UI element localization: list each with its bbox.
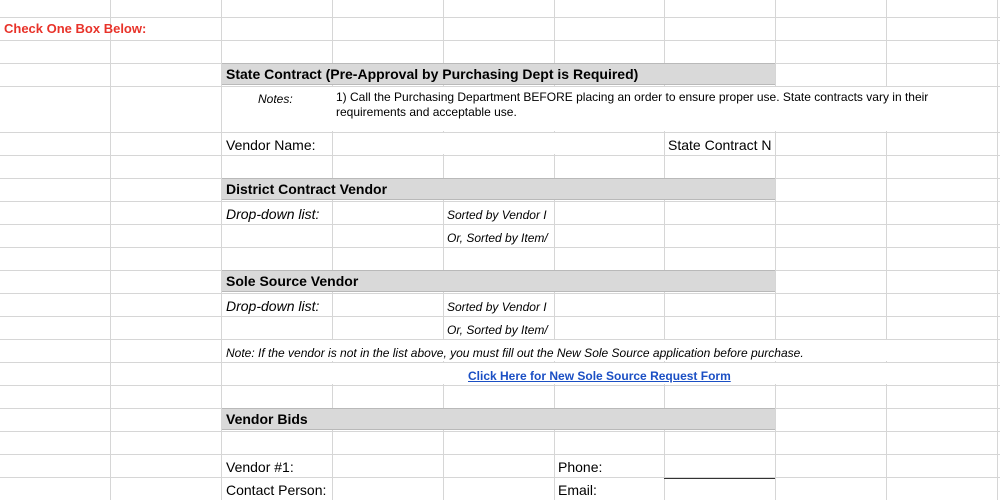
grid-row-line: [0, 224, 1000, 225]
grid-col-line: [886, 0, 887, 500]
district-contract-title: District Contract Vendor: [226, 181, 388, 197]
check-one-box-heading: Check One Box Below:: [4, 21, 147, 36]
state-contract-section-bar: [222, 63, 775, 85]
phone-label: Phone:: [558, 459, 603, 475]
grid-col-line: [110, 0, 111, 500]
grid-row-line: [0, 293, 1000, 294]
grid-row-line: [0, 17, 1000, 18]
state-contract-title: State Contract (Pre-Approval by Purchasing Dept is Required): [226, 66, 639, 82]
grid-row-line: [0, 201, 1000, 202]
phone-input[interactable]: [665, 455, 775, 477]
notes-line-2: requirements and acceptable use.: [336, 105, 517, 119]
vendor-name-label: Vendor Name:: [226, 137, 316, 153]
vendor-1-input[interactable]: [333, 455, 553, 476]
grid-row-line: [0, 385, 1000, 386]
grid-row-line: [0, 316, 1000, 317]
email-input[interactable]: [665, 479, 775, 499]
contact-person-input[interactable]: [333, 478, 553, 499]
sole-source-sorted-by-item[interactable]: Or, Sorted by Item/: [447, 323, 548, 337]
district-contract-section-bar[interactable]: [222, 178, 775, 200]
sole-source-sorted-by-vendor[interactable]: Sorted by Vendor I: [447, 300, 547, 314]
vendor-name-input[interactable]: [333, 133, 663, 154]
state-contract-number-input[interactable]: [776, 133, 997, 154]
notes-label: Notes:: [258, 92, 293, 106]
vendor-bids-title: Vendor Bids: [226, 411, 308, 427]
sole-source-section-bar[interactable]: [222, 270, 775, 292]
notes-line-1: 1) Call the Purchasing Department BEFORE placing an order to ensure proper use. State contracts vary in their: [336, 90, 929, 104]
new-sole-source-request-link[interactable]: Click Here for New Sole Source Request Form: [468, 369, 731, 383]
grid-row-line: [0, 247, 1000, 248]
contact-person-label: Contact Person:: [226, 482, 327, 498]
sole-source-title: Sole Source Vendor: [226, 273, 359, 289]
sole-source-note: Note: If the vendor is not in the list above, you must fill out the New Sole Source application before purchase.: [226, 346, 804, 360]
grid-row-line: [0, 40, 1000, 41]
grid-row-line: [0, 155, 1000, 156]
sole-source-dropdown-label: Drop-down list:: [226, 298, 320, 314]
grid-col-line: [997, 0, 998, 500]
vendor-bids-section-bar[interactable]: [222, 408, 775, 430]
district-sorted-by-item[interactable]: Or, Sorted by Item/: [447, 231, 548, 245]
email-label: Email:: [558, 482, 597, 498]
district-sorted-by-vendor[interactable]: Sorted by Vendor I: [447, 208, 547, 222]
vendor-1-label: Vendor #1:: [226, 459, 294, 475]
district-dropdown-label: Drop-down list:: [226, 206, 320, 222]
grid-row-line: [0, 431, 1000, 432]
state-contract-number-label: State Contract N: [668, 137, 772, 153]
grid-col-line: [775, 0, 776, 500]
